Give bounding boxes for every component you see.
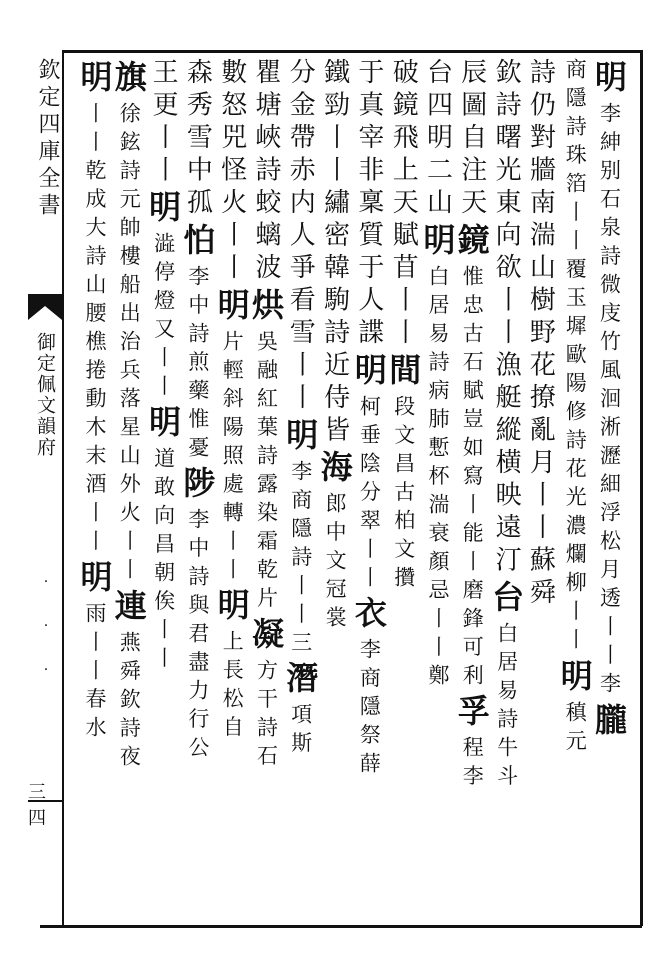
page-number: 三四 [28,782,46,829]
annotation-text: 上長松自 [220,630,245,744]
annotation-text: 白居易詩牛斗 [494,622,519,793]
text-column [72,58,118,920]
page-number-rule [28,800,62,802]
headword: 海 [315,450,354,486]
body-text: 辰圖自注天 [456,58,487,221]
headword: 明 [555,658,594,695]
body-text: 數怒兕怪火丨丨 [216,58,247,286]
headword: 孚 [452,694,491,730]
headword: 明 [75,60,114,96]
annotation-text: 段文昌古柏文攢 [391,394,416,594]
body-text: 鐵勁丨丨繡密韓駒詩近侍皆 [319,58,350,448]
headword: 怕 [178,222,217,259]
headword: 明 [144,405,183,441]
body-text: 森秀雪中孤 [182,58,213,221]
book-title: 御定佩文韻府 [34,332,56,458]
headword: 陟 [178,466,217,502]
body-text: 分金帶赤内人爭看雪丨丨 [285,58,316,416]
headword: 凝 [247,616,285,653]
body-text: 瞿塘峽詩蛟螭波 [251,58,281,286]
body-text: 于真宰非稟質于人諜 [353,58,384,351]
headword: 衣 [349,596,388,632]
annotation-text: 項斯 [288,703,313,760]
headword: 旗 [109,60,148,96]
headword: 明 [590,60,628,96]
body-text: 破鏡飛上天賦苜丨丨 [388,58,419,351]
annotation-text: 李紳别石泉詩微庋竹風洄淅瀝細浮松月透丨丨李 [597,102,622,701]
annotation-text: 白居易詩病肺慙杯湍衰顏忌丨丨鄭 [426,264,450,692]
annotation-text: 李商隱祭薛 [357,638,382,781]
annotation-text: 柯垂陰分翠丨丨 [357,394,382,594]
frame-top-line [62,50,642,53]
annotation-text: 吳融紅葉詩露染霜乾片 [254,329,279,615]
body-text: 欽詩曙光東向欲丨丨漁艇縱横映遠汀 [491,58,522,578]
headword: 明 [144,190,183,226]
headword: 明 [212,588,251,624]
collection-title: 欽定四庫全書 [35,58,60,220]
body-text: 王更丨丨 [148,58,179,188]
annotation-text: 雨丨丨春水 [83,602,107,745]
margin-dots: . . . [38,570,54,680]
body-text: 詩仍對牆南湍山樹野花撩亂月丨丨蘇舜 [525,58,556,611]
annotation-text: 丨丨乾成大詩山腰樵捲動木末酒丨丨 [83,102,107,558]
headword: 明 [281,417,320,454]
headword: 朧 [590,702,628,739]
body-text: 台四明二山 [422,58,453,221]
page-margin [28,50,62,926]
headword: 明 [212,287,251,324]
headword: 間 [384,352,423,389]
frame-bottom-line [40,925,642,928]
annotation-text: 李中詩煎藥惟憂 [185,264,210,464]
annotation-text: 李中詩與君盡力行公 [185,508,210,765]
annotation-text: 徐鉉詩元帥樓船出治兵落星山外火丨丨 [117,102,142,587]
headword: 明 [75,560,114,596]
headword: 潛 [281,661,320,697]
annotation-text: 方干詩石 [254,658,279,773]
fishtail-mark-icon [28,294,62,322]
headword: 明 [418,222,457,259]
annotation-text: 燕舜欽詩夜 [117,630,142,773]
headword: 鏡 [452,222,491,259]
annotation-text: 程李 [460,736,485,793]
annotation-text: 柳丨丨 [563,571,588,657]
headword: 台 [487,580,526,616]
headword: 連 [109,588,148,625]
annotation-text: 澁停燈又丨丨 [151,232,176,403]
annotation-text: 道敢向昌朝俟丨丨 [151,447,176,675]
annotation-text: 惟忠古石賦豈如寫丨能丨磨鋒可利 [460,264,485,692]
headword: 明 [349,352,388,389]
annotation-text: 郎中文冠裳 [323,492,348,635]
frame-right-line [640,50,643,926]
annotation-text: 片輕斜陽照處轉丨丨 [220,329,245,586]
annotation-text: 李商隱詩丨丨三 [288,459,313,659]
headword: 烘 [247,287,285,324]
annotation-text: 商隱詩珠箔丨丨覆玉墀歐陽修詩花光濃爛 [563,58,588,571]
annotation-text: 稹元 [563,700,588,758]
